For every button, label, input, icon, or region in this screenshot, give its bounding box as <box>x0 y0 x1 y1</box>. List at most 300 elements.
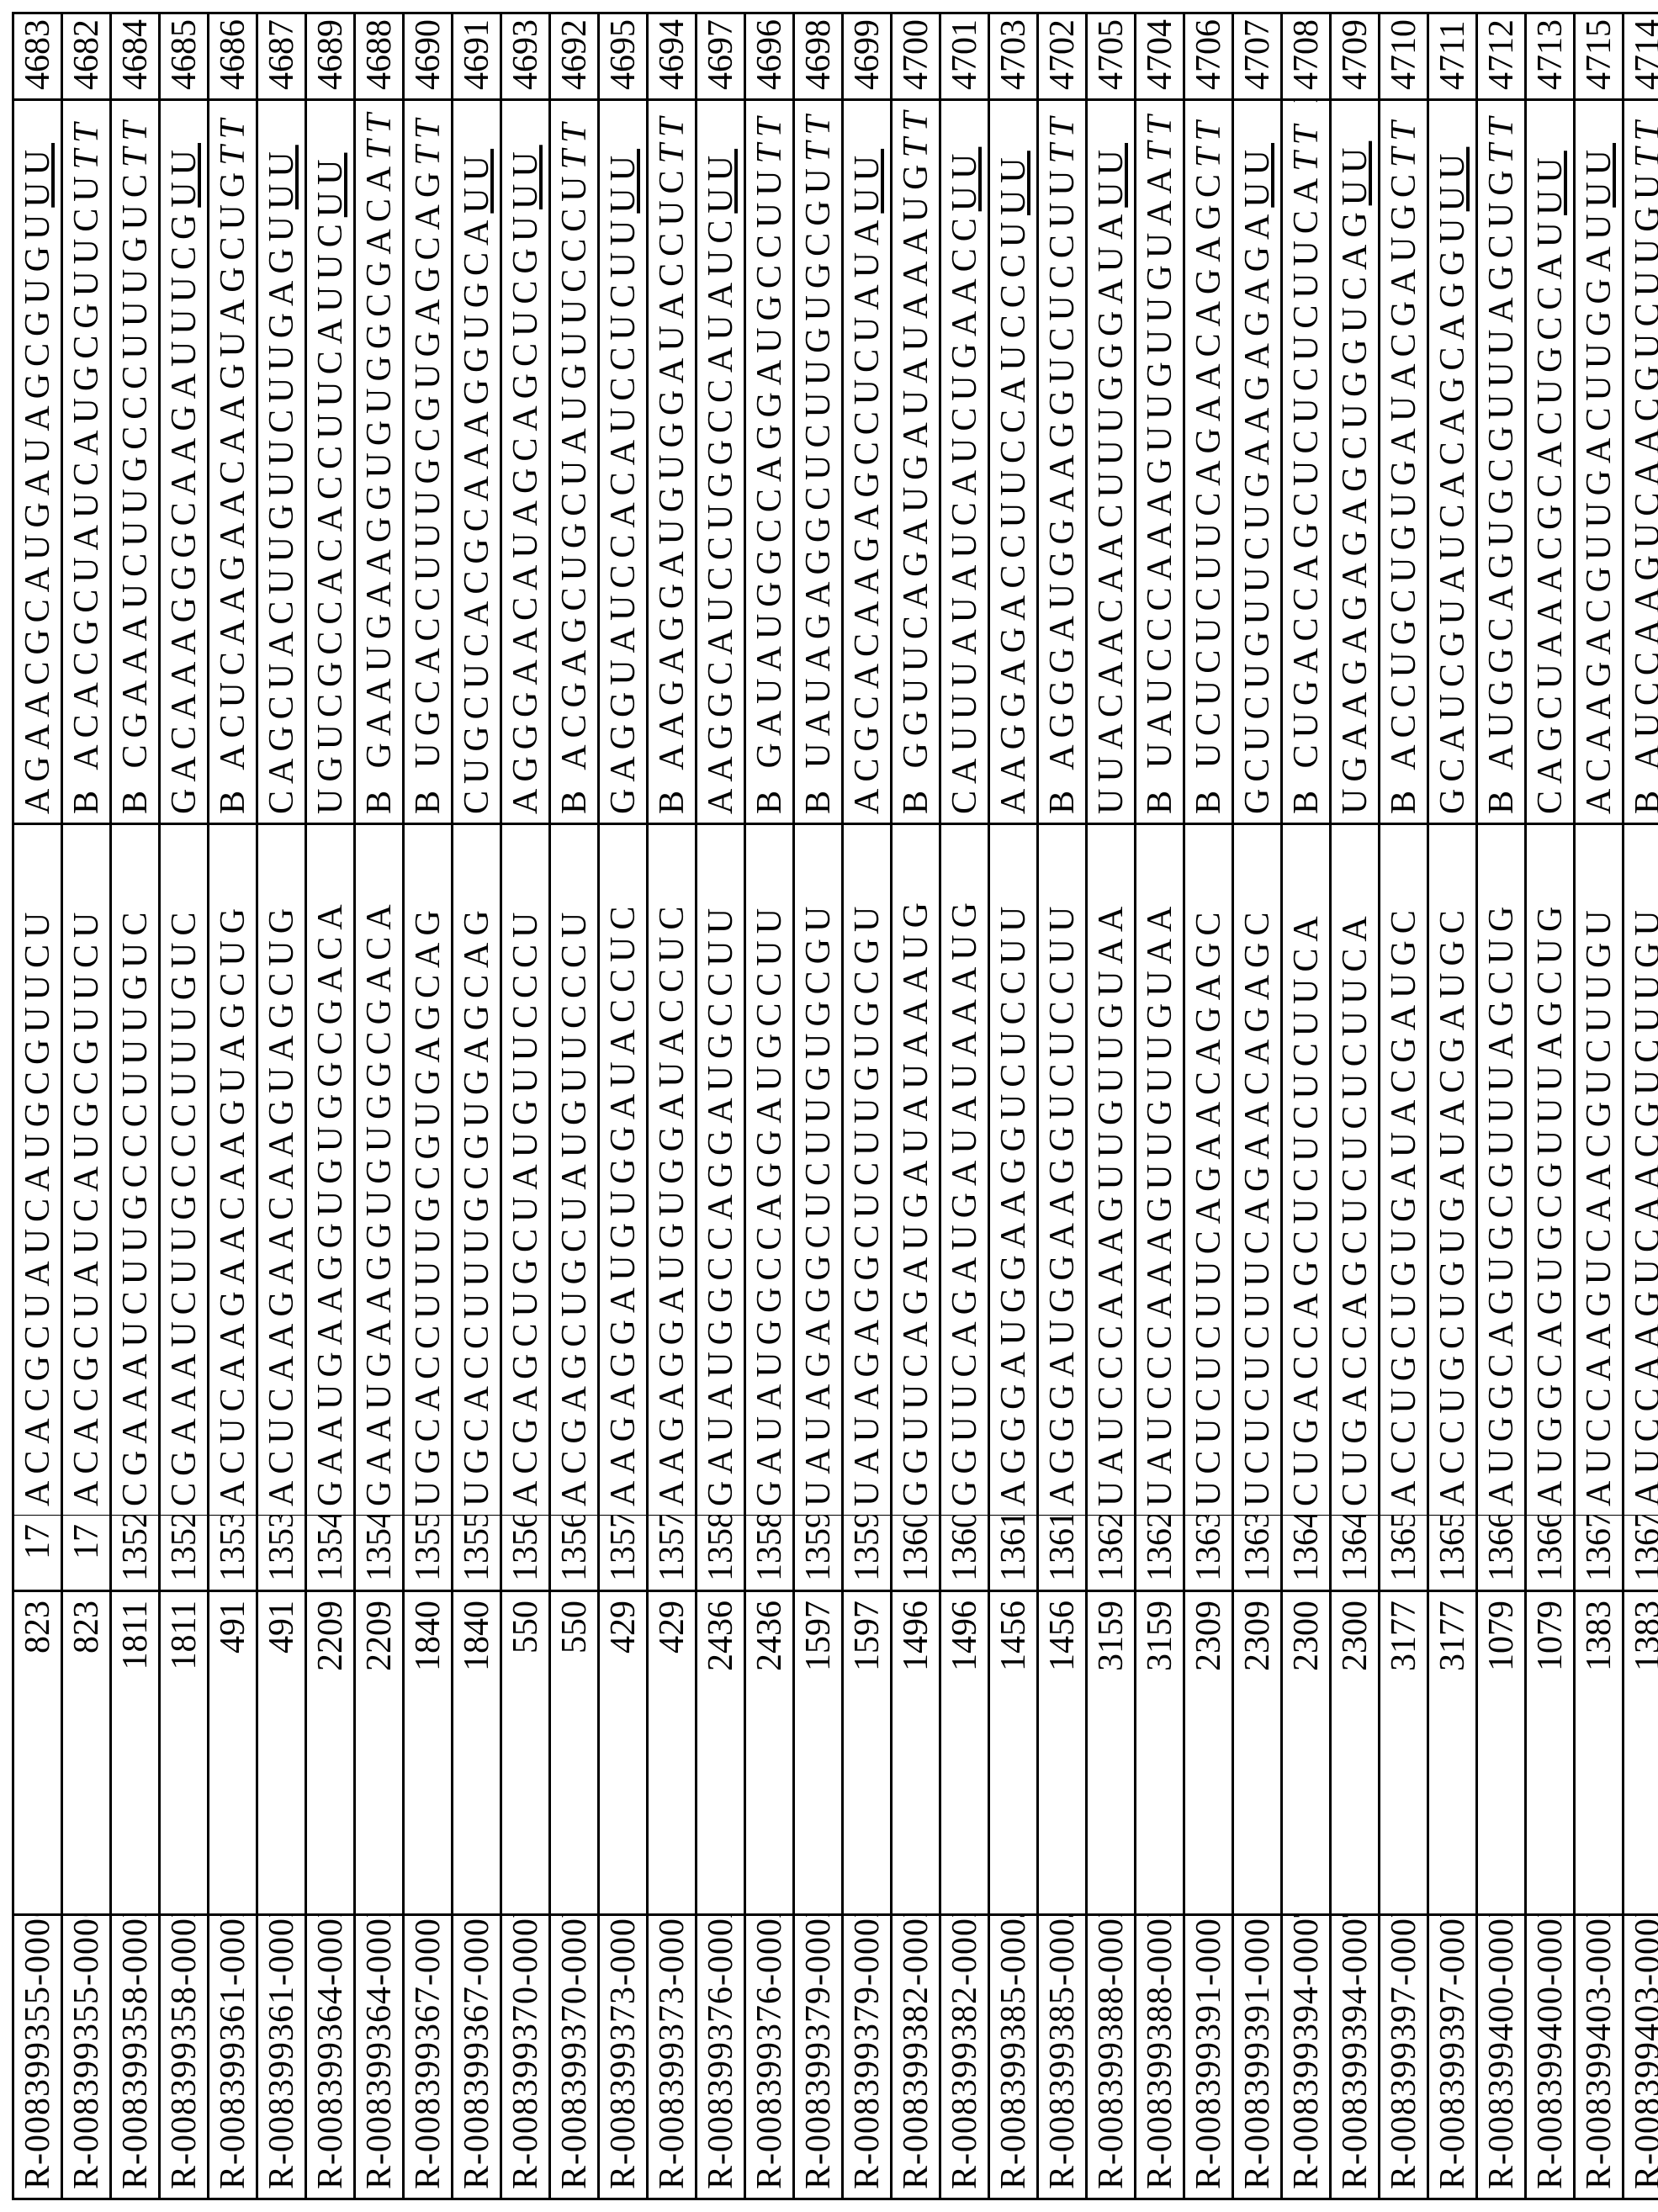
sequence-number-cell: 1359 <box>843 1516 892 1591</box>
antisense-sequence-cell <box>697 100 745 824</box>
sequence-part-post <box>1482 100 1521 111</box>
sense-sequence-cell: AUGGCAGUGCGUUUAGCUG <box>1477 824 1526 1516</box>
antisense-sequence-cell <box>209 100 257 824</box>
sequence-part-post <box>1287 100 1326 119</box>
table-row <box>550 13 599 2199</box>
sense-sequence-cell: UGCACCUUUGCGUGAGCAG <box>453 824 501 1516</box>
antisense-sequence-cell <box>1477 100 1526 824</box>
antisense-sequence-cell <box>843 100 892 824</box>
sequence-number-cell: 1356 <box>501 1516 550 1591</box>
position-cell: 1079 <box>1526 1591 1575 1915</box>
sequence-part-post <box>897 100 935 105</box>
sequence-number-cell: 1357 <box>648 1516 697 1591</box>
sequence-number-cell: 1360 <box>940 1516 989 1591</box>
sequence-part-seq: AAGGCAUCCUGGCCAUAUC <box>702 214 740 814</box>
antisense-sequence-cell <box>1624 100 1658 824</box>
sequence-part-tt: TT <box>1482 111 1521 164</box>
duplex-id-cell: R-008399394-000T <box>1282 1915 1331 2199</box>
sequence-part-pre: B <box>67 770 106 814</box>
sequence-part-seq: AUCCAAGUCAACGUCUUGU <box>1629 167 1658 770</box>
sequence-part-tt: TT <box>799 108 838 161</box>
sense-sequence-cell: GAAUGAAGGUGUGGCGACA <box>355 824 404 1516</box>
table-row <box>1477 13 1526 2199</box>
table-row <box>13 13 62 2199</box>
seq-id-number-cell: 4701 <box>940 13 989 100</box>
sense-sequence-cell: UAUAGAGGCUCUUGUGCGU <box>843 824 892 1516</box>
sequence-part-tt: TT <box>750 111 789 164</box>
position-cell: 3159 <box>1136 1591 1184 1915</box>
sense-sequence-cell: ACACGCUAUCAUGCGUUCU <box>62 824 111 1516</box>
sequence-part-post <box>214 100 252 114</box>
duplex-id-cell: R-008399385-000J <box>989 1915 1038 2199</box>
duplex-id-cell: R-008399358-000H <box>160 1915 209 2199</box>
table-row <box>1428 13 1477 2199</box>
sense-sequence-cell: ACCUGCUGUGAUACGAUGC <box>1380 824 1428 1516</box>
position-cell: 1811 <box>160 1591 209 1915</box>
duplex-id-cell: R-008399394-000T <box>1331 1915 1380 2199</box>
sequence-part-uu: UU <box>1336 141 1375 206</box>
seq-id-number-cell: 4713 <box>1526 13 1575 100</box>
table-row <box>1624 13 1658 2199</box>
antisense-sequence-cell <box>1233 100 1282 824</box>
seq-id-number-cell: 4683 <box>13 13 62 100</box>
sequence-number-cell: 17 <box>62 1516 111 1591</box>
position-cell: 1597 <box>843 1591 892 1915</box>
duplex-id-cell: R-008399382-000H <box>940 1915 989 2199</box>
position-cell: 2436 <box>745 1591 794 1915</box>
sequence-part-tt: TT <box>1141 108 1179 161</box>
sequence-part-seq: CAGCUAAACGCACUGCCAU <box>1531 215 1570 814</box>
sequence-part-seq: AAGAGGAUGUGGAUACCUC <box>653 163 691 770</box>
sequence-part-seq: ACGAGCUGCUAUGUUCCCU <box>555 169 594 770</box>
sequence-part-pre: B <box>750 768 789 814</box>
sequence-number-cell: 17 <box>13 1516 62 1591</box>
antisense-sequence-cell <box>940 100 989 824</box>
table-row <box>1184 13 1233 2199</box>
sequence-part-post <box>653 100 691 111</box>
sense-sequence-cell: CUGACCAGCUCUCUCUUCA <box>1282 824 1331 1516</box>
sequence-part-seq: UGCACCUUUGCGUGAGCAG <box>409 166 448 769</box>
sequence-part-seq: GAAUGAAGGUGUGGCGACA <box>360 160 399 769</box>
table-row <box>1331 13 1380 2199</box>
sequence-part-seq: ACACGCUAUCAUGCGUUCU <box>67 169 106 770</box>
sense-sequence-cell: UAUCCCAAAGUUGUUGUAA <box>1136 824 1184 1516</box>
duplex-id-cell: R-008399379-000B <box>794 1915 843 2199</box>
seq-id-number-cell: 4709 <box>1331 13 1380 100</box>
sequence-part-uu: UU <box>1238 143 1277 208</box>
sequence-number-cell: 1356 <box>550 1516 599 1591</box>
antisense-sequence-cell <box>1526 100 1575 824</box>
sequence-number-cell: 1365 <box>1428 1516 1477 1591</box>
position-cell: 1496 <box>940 1591 989 1915</box>
table-row <box>306 13 355 2199</box>
sequence-part-tt: TT <box>409 113 448 166</box>
duplex-id-cell: R-008399391-000S <box>1184 1915 1233 2199</box>
sequence-part-seq: GACAAAGGGCAAGAUUUCG <box>165 208 204 814</box>
sense-sequence-cell: GGUUCAGAUGAUAUAAAUG <box>940 824 989 1516</box>
sequence-part-tt: TT <box>116 114 155 167</box>
sequence-part-post <box>1043 100 1082 111</box>
seq-id-number-cell: 4700 <box>892 13 940 100</box>
sense-sequence-cell: CUGACCAGCUCUCUCUUCA <box>1331 824 1380 1516</box>
sequence-part-seq: UAUAGAGGCUCUUGUGCGU <box>799 161 838 768</box>
table-row <box>1526 13 1575 2199</box>
sense-sequence-cell: AAGAGGAUGUGGAUACCUC <box>648 824 697 1516</box>
sequence-number-cell: 1362 <box>1087 1516 1136 1591</box>
sequence-part-post <box>1629 100 1658 115</box>
position-cell: 429 <box>648 1591 697 1915</box>
position-cell: 3177 <box>1380 1591 1428 1915</box>
seq-id-number-cell: 4702 <box>1038 13 1087 100</box>
position-cell: 2300 <box>1331 1591 1380 1915</box>
sequence-number-cell: 1355 <box>404 1516 453 1591</box>
sense-sequence-cell: ACGAGCUGCUAUGUUCCCU <box>501 824 550 1516</box>
position-cell: 1597 <box>794 1591 843 1915</box>
sequence-number-cell: 1361 <box>1038 1516 1087 1591</box>
seq-id-number-cell: 4715 <box>1575 13 1624 100</box>
sequence-part-tt: TT <box>555 117 594 170</box>
antisense-sequence-cell <box>599 100 648 824</box>
duplex-id-cell: R-008399388-000K <box>1136 1915 1184 2199</box>
sequence-part-seq: ACUCAAGAACAAGUAGCUG <box>214 166 252 770</box>
antisense-sequence-cell <box>404 100 453 824</box>
sense-sequence-cell: AUCCAAGUCAACGUCUUGU <box>1624 824 1658 1516</box>
position-cell: 823 <box>62 1591 111 1915</box>
position-cell: 2436 <box>697 1591 745 1915</box>
antisense-sequence-cell <box>1038 100 1087 824</box>
antisense-sequence-cell <box>648 100 697 824</box>
antisense-sequence-cell <box>1136 100 1184 824</box>
sequence-part-tt: TT <box>653 111 691 164</box>
sense-sequence-cell: UAUAGAGGCUCUUGUGCGU <box>794 824 843 1516</box>
sequence-part-seq: AAGGAGACCUUCCAUCCCU <box>994 215 1033 814</box>
sequence-part-pre: B <box>116 768 155 814</box>
table-row <box>940 13 989 2199</box>
sequence-part-pre: B <box>653 770 691 814</box>
sense-sequence-cell: GAUAUGGCCAGGAUGCCUU <box>697 824 745 1516</box>
sequence-number-cell: 1352 <box>160 1516 209 1591</box>
antisense-sequence-cell <box>989 100 1038 824</box>
position-cell: 2209 <box>306 1591 355 1915</box>
antisense-sequence-cell <box>550 100 599 824</box>
seq-id-number-cell: 4685 <box>160 13 209 100</box>
sequence-part-pre: B <box>1141 768 1179 814</box>
sequence-number-cell: 1366 <box>1477 1516 1526 1591</box>
table-row <box>1575 13 1624 2199</box>
sequence-part-uu: UU <box>506 145 545 209</box>
sequence-part-pre <box>1629 770 1658 814</box>
sequence-part-uu: UU <box>604 149 643 214</box>
sequence-number-cell: 1364 <box>1331 1516 1380 1591</box>
antisense-sequence-cell <box>453 100 501 824</box>
sequence-part-seq: GGUUCAGAUGAUAUAAAUG <box>897 158 935 769</box>
seq-id-number-cell: 4696 <box>745 13 794 100</box>
position-cell: 1383 <box>1624 1591 1658 1915</box>
table-row <box>1380 13 1428 2199</box>
sequence-part-seq: AUGGCAGUGCGUUUAGCUG <box>1482 163 1521 770</box>
sequence-part-uu: UU <box>1531 151 1570 215</box>
sequence-part-uu: UU <box>702 149 740 214</box>
duplex-id-cell: R-008399397-000U <box>1380 1915 1428 2199</box>
position-cell: 3177 <box>1428 1591 1477 1915</box>
sequence-part-pre: B <box>1189 768 1228 814</box>
duplex-id-cell: R-008399403-000M <box>1624 1915 1658 2199</box>
sequence-part-pre: B <box>1385 770 1423 814</box>
antisense-sequence-cell <box>1331 100 1380 824</box>
duplex-id-cell: R-008399379-000B <box>843 1915 892 2199</box>
sense-sequence-cell: ACGAGCUGCUAUGUUCCCU <box>550 824 599 1516</box>
sequence-part-post <box>409 100 448 114</box>
sense-sequence-cell: UAUCCCAAAGUUGUUGUAA <box>1087 824 1136 1516</box>
duplex-id-cell: R-008399376-000A <box>697 1915 745 2199</box>
position-cell: 429 <box>599 1591 648 1915</box>
antisense-sequence-cell <box>1380 100 1428 824</box>
sequence-number-cell: 1354 <box>355 1516 404 1591</box>
duplex-id-cell: R-008399370-000Y <box>550 1915 599 2199</box>
sense-sequence-cell: CGAAAUCUUGCCCUUUGUC <box>160 824 209 1516</box>
sirna-sequence-table <box>12 12 1658 2200</box>
sense-sequence-cell: GAUAUGGCCAGGAUGCCUU <box>745 824 794 1516</box>
sense-sequence-cell: AUCCAAGUCAACGUCUUGU <box>1575 824 1624 1516</box>
sequence-part-tt: TT <box>897 105 935 158</box>
sequence-number-cell: 1364 <box>1282 1516 1331 1591</box>
position-cell: 1811 <box>111 1591 160 1915</box>
sequence-part-seq: GCUCUGUUCUGAAGAGAGA <box>1238 208 1277 814</box>
position-cell: 1496 <box>892 1591 940 1915</box>
table-row <box>1233 13 1282 2199</box>
sequence-number-cell: 1353 <box>257 1516 306 1591</box>
duplex-id-cell: R-008399373-000Z <box>648 1915 697 2199</box>
sequence-part-seq: UGAAGAGAGAGCUGGUCAG <box>1336 205 1375 814</box>
sequence-part-pre: B <box>555 770 594 814</box>
duplex-id-cell: R-008399361-000P <box>257 1915 306 2199</box>
antisense-sequence-cell <box>306 100 355 824</box>
sequence-part-seq: UUACAACAACUUUGGGAUA <box>1092 208 1131 814</box>
sequence-part-seq: GCAUCGUAUCACAGCAGGU <box>1433 211 1472 814</box>
antisense-sequence-cell <box>257 100 306 824</box>
sequence-part-seq: CUGCUCACGCAAAGGUGCA <box>458 214 496 814</box>
seq-id-number-cell: 4697 <box>697 13 745 100</box>
table-row <box>209 13 257 2199</box>
duplex-id-cell: R-008399355-000G <box>62 1915 111 2199</box>
sequence-number-cell: 1365 <box>1380 1516 1428 1591</box>
sequence-part-seq: AGGGAUGGAAGGUCUCCUU <box>1043 163 1082 770</box>
table-row <box>989 13 1038 2199</box>
antisense-sequence-cell <box>13 100 62 824</box>
sequence-part-uu: UU <box>994 151 1033 215</box>
seq-id-number-cell: 4687 <box>257 13 306 100</box>
position-cell: 550 <box>550 1591 599 1915</box>
antisense-sequence-cell <box>501 100 550 824</box>
sequence-part-uu: UU <box>1433 147 1472 212</box>
duplex-id-cell: R-008399397-000U <box>1428 1915 1477 2199</box>
position-cell: 2209 <box>355 1591 404 1915</box>
sequence-part-seq: UAUCCCAAAGUUGUUGUAA <box>1141 161 1179 768</box>
seq-id-number-cell: 4714 <box>1624 13 1658 100</box>
duplex-id-cell: R-008399355-000G <box>13 1915 62 2199</box>
position-cell: 1456 <box>989 1591 1038 1915</box>
sequence-number-cell: 1358 <box>697 1516 745 1591</box>
sense-sequence-cell: AUGGCAGUGCGUUUAGCUG <box>1526 824 1575 1516</box>
sequence-part-tt: TT <box>214 113 252 166</box>
sequence-part-post <box>1141 100 1179 109</box>
antisense-sequence-cell <box>355 100 404 824</box>
table-row <box>111 13 160 2199</box>
duplex-id-cell: R-008399376-000A <box>745 1915 794 2199</box>
table-row <box>794 13 843 2199</box>
seq-id-number-cell: 4704 <box>1136 13 1184 100</box>
sequence-part-post <box>1385 100 1423 115</box>
sequence-part-post <box>360 100 399 108</box>
position-cell: 491 <box>209 1591 257 1915</box>
sequence-part-seq: AGAACGCAUGAUAGCGUGU <box>19 208 57 814</box>
sequence-part-seq: GAUAUGGCCAGGAUGCCUU <box>750 163 789 768</box>
sequence-number-cell: 1352 <box>111 1516 160 1591</box>
table-body <box>13 13 1658 2199</box>
seq-id-number-cell: 4693 <box>501 13 550 100</box>
sense-sequence-cell: UCUCUCUUCAGAACAGAGC <box>1233 824 1282 1516</box>
sequence-part-seq: ACGCACAAGAGCCUCUAUA <box>848 214 887 814</box>
sense-sequence-cell: ACUCAAGAACAAGUAGCUG <box>209 824 257 1516</box>
table-row <box>1038 13 1087 2199</box>
table-row <box>648 13 697 2199</box>
sequence-part-uu: UU <box>848 149 887 214</box>
sequence-part-uu: UU <box>458 149 496 214</box>
duplex-id-cell: R-008399400-000L <box>1477 1915 1526 2199</box>
sequence-part-tt: TT <box>1629 114 1658 167</box>
duplex-id-cell: R-008399403-000M <box>1575 1915 1624 2199</box>
sequence-part-seq: GAGGUAUCCACAUCCUCUU <box>604 214 643 814</box>
table-row <box>501 13 550 2199</box>
table-row <box>599 13 648 2199</box>
position-cell: 1840 <box>453 1591 501 1915</box>
sequence-number-cell: 1362 <box>1136 1516 1184 1591</box>
seq-id-number-cell: 4706 <box>1184 13 1233 100</box>
duplex-id-cell: R-008399385-000J <box>1038 1915 1087 2199</box>
sequence-part-tt: TT <box>1287 119 1326 172</box>
sequence-number-cell: 1354 <box>306 1516 355 1591</box>
sequence-part-seq: ACAAGACGUUGACUUGGAU <box>1580 208 1618 814</box>
sequence-part-post <box>116 100 155 115</box>
sequence-part-tt: TT <box>1043 111 1082 164</box>
sense-sequence-cell: AGGGAUGGAAGGUCUCCUU <box>1038 824 1087 1516</box>
sequence-part-pre: B <box>360 768 399 814</box>
sense-sequence-cell: GGUUCAGAUGAUAUAAAUG <box>892 824 940 1516</box>
table-row <box>892 13 940 2199</box>
sequence-part-seq: AGGGAACAUAGCAGCUCGU <box>506 209 545 814</box>
position-cell: 2300 <box>1282 1591 1331 1915</box>
duplex-id-cell: R-008399388-000K <box>1087 1915 1136 2199</box>
sequence-part-tt: TT <box>1189 114 1228 167</box>
table-row <box>257 13 306 2199</box>
rotated-table-page <box>12 12 1649 2200</box>
sequence-part-uu: UU <box>1580 143 1618 208</box>
antisense-sequence-cell <box>160 100 209 824</box>
sequence-part-pre: B <box>1482 770 1521 814</box>
seq-id-number-cell: 4703 <box>989 13 1038 100</box>
seq-id-number-cell: 4684 <box>111 13 160 100</box>
seq-id-number-cell: 4686 <box>209 13 257 100</box>
table-row <box>697 13 745 2199</box>
sequence-number-cell: 1353 <box>209 1516 257 1591</box>
sequence-part-pre: B <box>1043 770 1082 814</box>
seq-id-number-cell: 4691 <box>453 13 501 100</box>
sequence-part-uu: UU <box>1092 143 1131 208</box>
sequence-part-tt: TT <box>67 117 106 170</box>
duplex-id-cell: R-008399373-000Z <box>599 1915 648 2199</box>
table-row <box>62 13 111 2199</box>
position-cell: 491 <box>257 1591 306 1915</box>
position-cell: 3159 <box>1087 1591 1136 1915</box>
duplex-id-cell: R-008399364-000R <box>355 1915 404 2199</box>
sequence-part-pre: B <box>409 768 448 814</box>
seq-id-number-cell: 4711 <box>1428 13 1477 100</box>
duplex-id-cell: R-008399364-000R <box>306 1915 355 2199</box>
sequence-number-cell: 1367 <box>1624 1516 1658 1591</box>
table-row <box>745 13 794 2199</box>
seq-id-number-cell: 4705 <box>1087 13 1136 100</box>
sequence-part-seq: UCUCUCUUCAGAACAGAGC <box>1189 167 1228 768</box>
sequence-part-uu: UU <box>262 145 301 209</box>
antisense-sequence-cell <box>1575 100 1624 824</box>
seq-id-number-cell: 4708 <box>1282 13 1331 100</box>
sequence-part-pre: B <box>1287 768 1326 814</box>
sequence-part-tt: TT <box>360 107 399 160</box>
position-cell: 550 <box>501 1591 550 1915</box>
antisense-sequence-cell <box>111 100 160 824</box>
seq-id-number-cell: 4698 <box>794 13 843 100</box>
sequence-part-post <box>555 100 594 117</box>
sequence-part-seq: CUGACCAGCUCUCUCUUCA <box>1287 172 1326 769</box>
sequence-number-cell: 1367 <box>1575 1516 1624 1591</box>
duplex-id-cell: R-008399382-000H <box>892 1915 940 2199</box>
antisense-sequence-cell <box>1184 100 1233 824</box>
table-row <box>1087 13 1136 2199</box>
sequence-number-cell: 1355 <box>453 1516 501 1591</box>
table-row <box>404 13 453 2199</box>
sequence-part-seq: CAUUUAUAUCAUCUGAACC <box>946 211 984 814</box>
sequence-part-post <box>67 100 106 117</box>
sequence-part-seq: UGUCGCCACACCUUCAUUC <box>311 217 350 814</box>
sense-sequence-cell: ACCUGCUGUGAUACGAUGC <box>1428 824 1477 1516</box>
duplex-id-cell: R-008399370-000Y <box>501 1915 550 2199</box>
position-cell: 823 <box>13 1591 62 1915</box>
seq-id-number-cell: 4690 <box>404 13 453 100</box>
table-row <box>1282 13 1331 2199</box>
sequence-part-uu: UU <box>19 143 57 208</box>
sequence-part-pre: B <box>897 768 935 814</box>
sequence-part-post <box>799 100 838 109</box>
seq-id-number-cell: 4688 <box>355 13 404 100</box>
antisense-sequence-cell <box>794 100 843 824</box>
sequence-part-uu: UU <box>946 147 984 212</box>
sequence-number-cell: 1360 <box>892 1516 940 1591</box>
antisense-sequence-cell <box>745 100 794 824</box>
seq-id-number-cell: 4699 <box>843 13 892 100</box>
sense-sequence-cell: GAAUGAAGGUGUGGCGACA <box>306 824 355 1516</box>
sense-sequence-cell: AAGAGGAUGUGGAUACCUC <box>599 824 648 1516</box>
sense-sequence-cell: CGAAAUCUUGCCCUUUGUC <box>111 824 160 1516</box>
sequence-part-seq: CAGCUACUUGUUCUUGAGU <box>262 209 301 814</box>
table-row <box>355 13 404 2199</box>
duplex-id-cell: R-008399391-000S <box>1233 1915 1282 2199</box>
antisense-sequence-cell <box>1087 100 1136 824</box>
sequence-number-cell: 1359 <box>794 1516 843 1591</box>
sequence-part-uu: UU <box>311 153 350 218</box>
table-row <box>453 13 501 2199</box>
sequence-part-post <box>750 100 789 111</box>
position-cell: 1456 <box>1038 1591 1087 1915</box>
